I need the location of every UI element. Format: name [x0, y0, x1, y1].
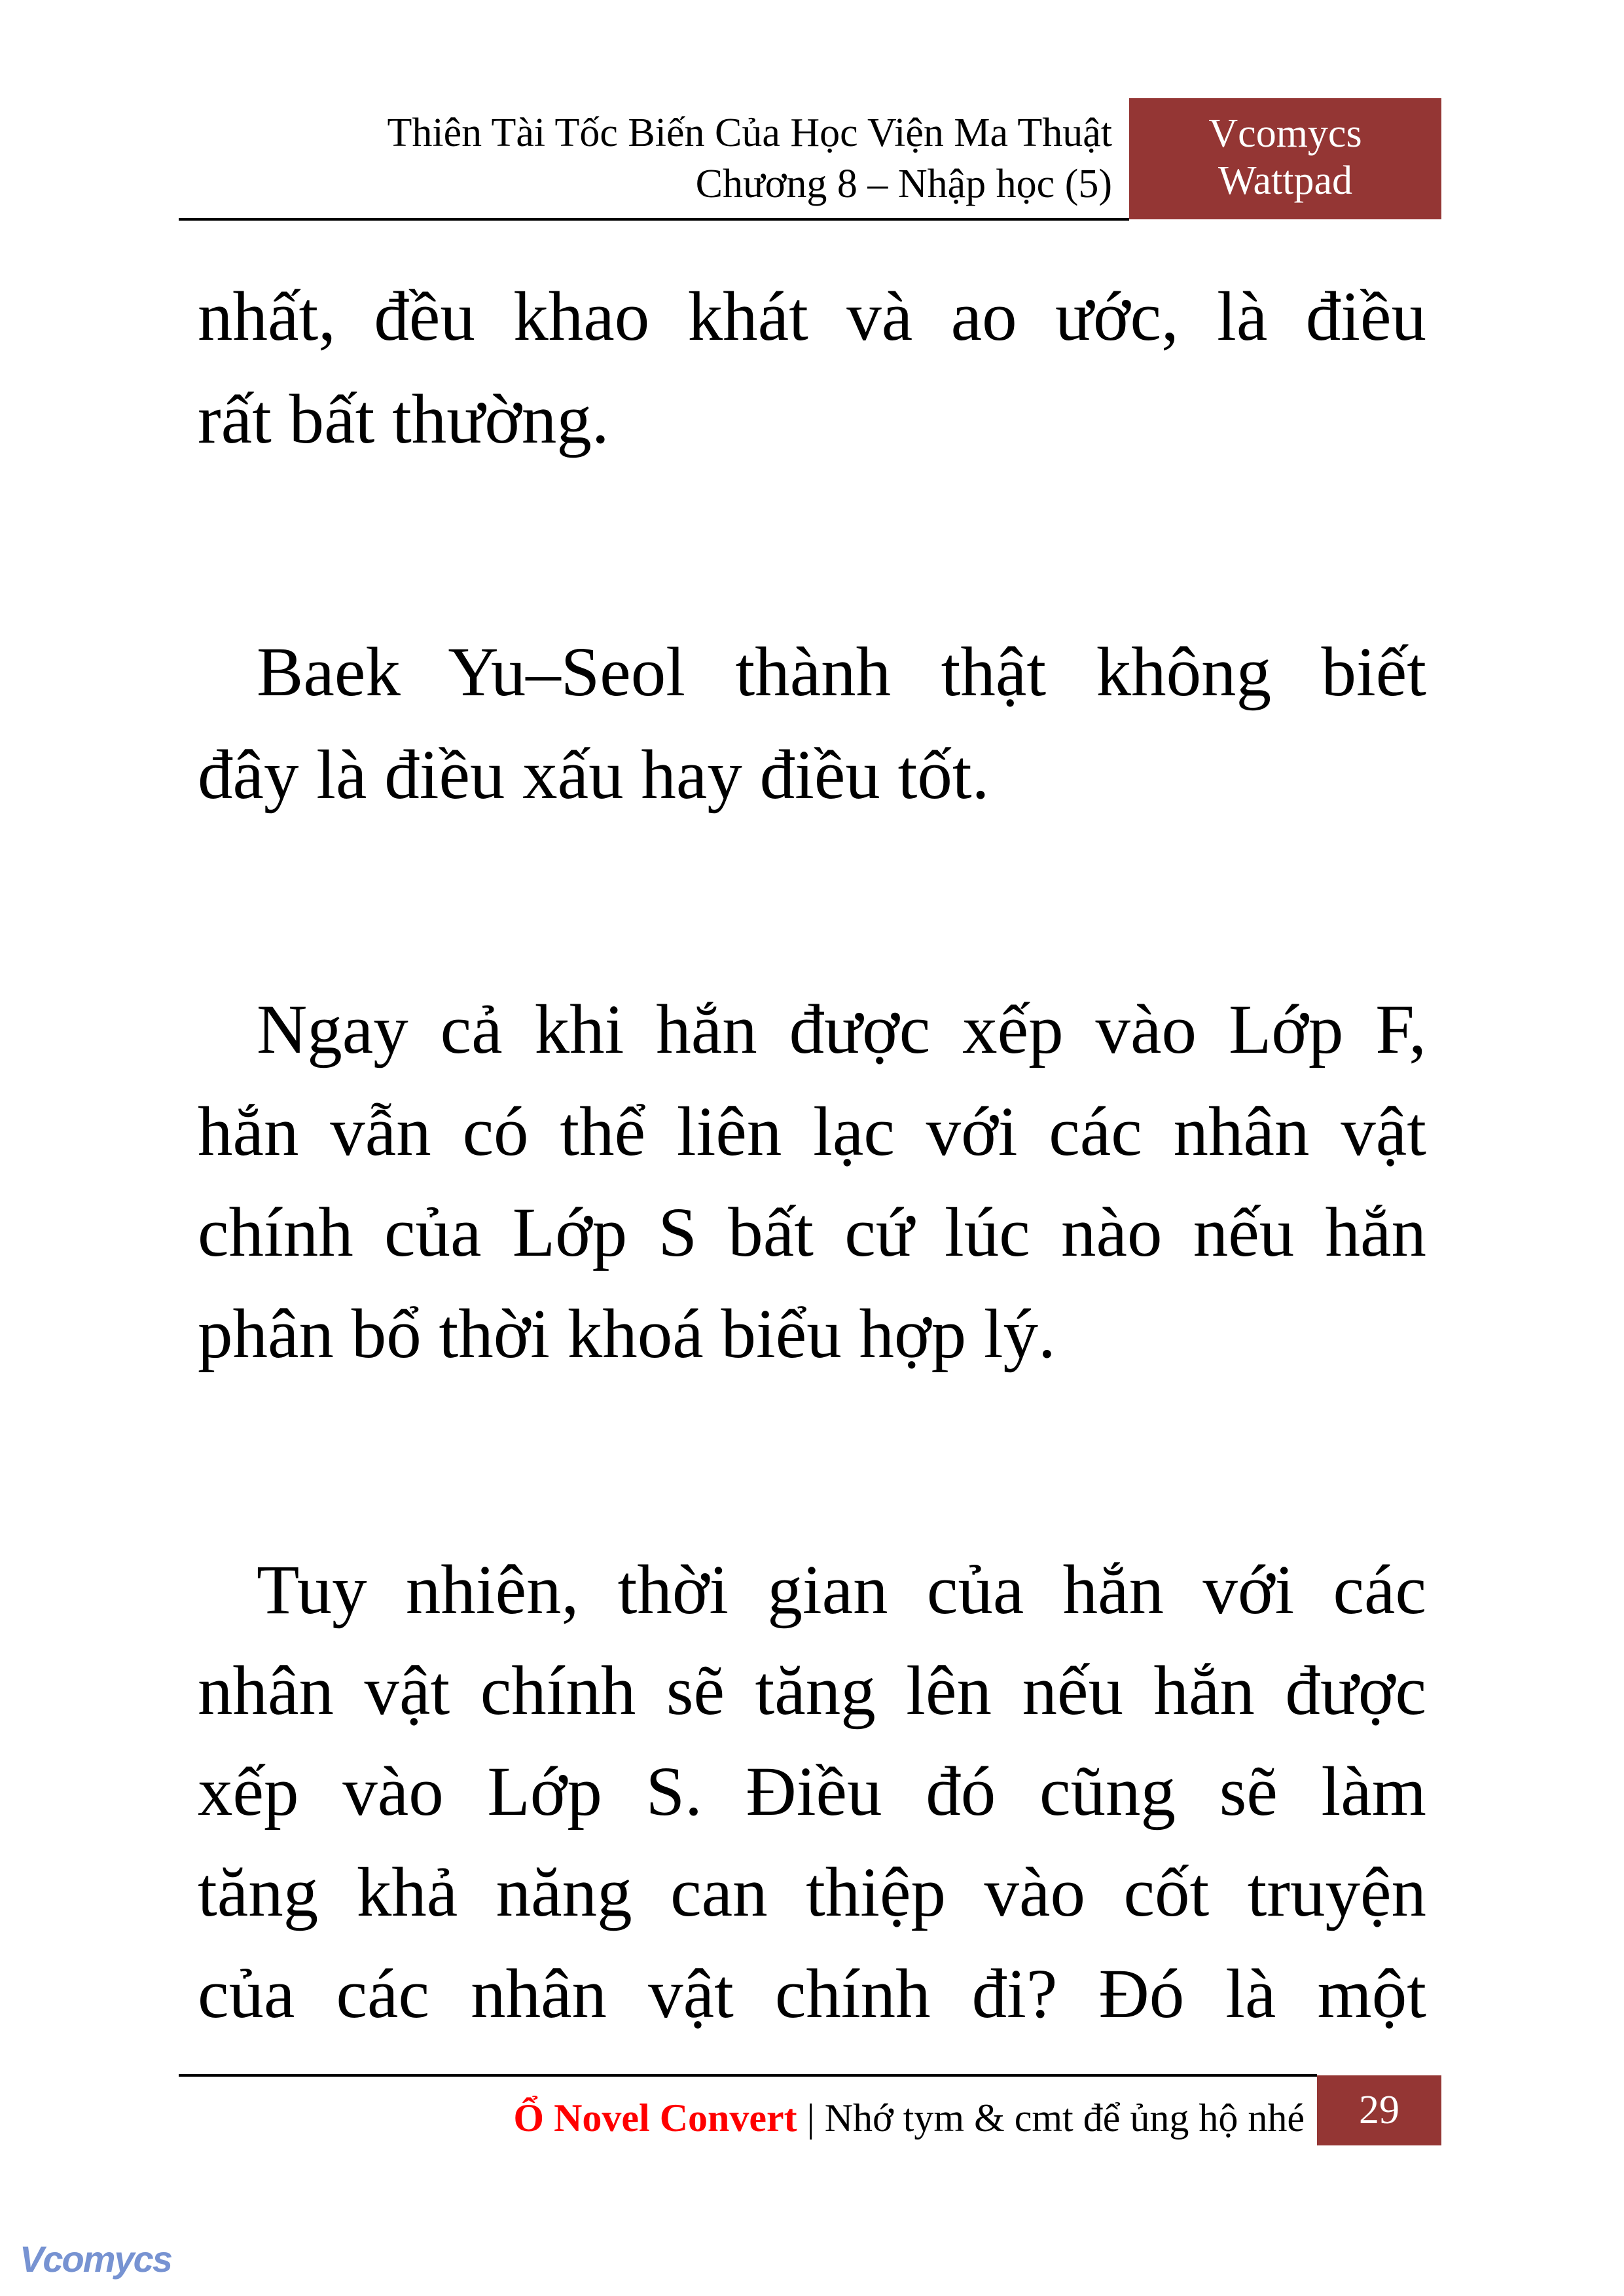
text-line: nhân vật chính sẽ tăng lên nếu hắn được — [198, 1652, 1426, 1730]
source-badge — [1129, 98, 1441, 219]
text-line: chính của Lớp S bất cứ lúc nào nếu hắn — [198, 1194, 1426, 1271]
footer-message: Nhớ tym & cmt để ủng hộ nhé — [824, 2096, 1305, 2140]
text-line: Baek Yu–Seol thành thật không biết — [257, 634, 1426, 711]
badge-line-2: Wattpad — [1218, 158, 1353, 203]
text-line: phân bổ thời khoá biểu hợp lý. — [198, 1296, 1056, 1373]
text-line: tăng khả năng can thiệp vào cốt truyện — [198, 1854, 1426, 1931]
text-line: nhất, đều khao khát và ao ước, là điều — [198, 278, 1426, 355]
text-line: xếp vào Lớp S. Điều đó cũng sẽ làm — [198, 1753, 1426, 1831]
badge-line-1: Vcomycs — [1208, 111, 1362, 156]
book-title: Thiên Tài Tốc Biến Của Học Viện Ma Thuật — [387, 111, 1112, 155]
text-line: Tuy nhiên, thời gian của hắn với các — [257, 1552, 1426, 1629]
footer-divider — [179, 2074, 1317, 2077]
brand-name: Ổ Novel Convert — [513, 2096, 797, 2140]
page-number: 29 — [1317, 2075, 1441, 2145]
watermark-logo: Vcomycs — [20, 2238, 171, 2280]
text-line: đây là điều xấu hay điều tốt. — [198, 737, 990, 814]
header-divider — [179, 218, 1129, 221]
text-line: của các nhân vật chính đi? Đó là một — [198, 1956, 1426, 2033]
text-line: hắn vẫn có thể liên lạc với các nhân vật — [198, 1093, 1426, 1171]
chapter-title: Chương 8 – Nhập học (5) — [695, 162, 1112, 206]
text-line: rất bất thường. — [198, 381, 609, 458]
footer-credit — [513, 2095, 1305, 2141]
text-line: Ngay cả khi hắn được xếp vào Lớp F, — [257, 991, 1426, 1068]
footer-separator: | — [806, 2096, 815, 2140]
